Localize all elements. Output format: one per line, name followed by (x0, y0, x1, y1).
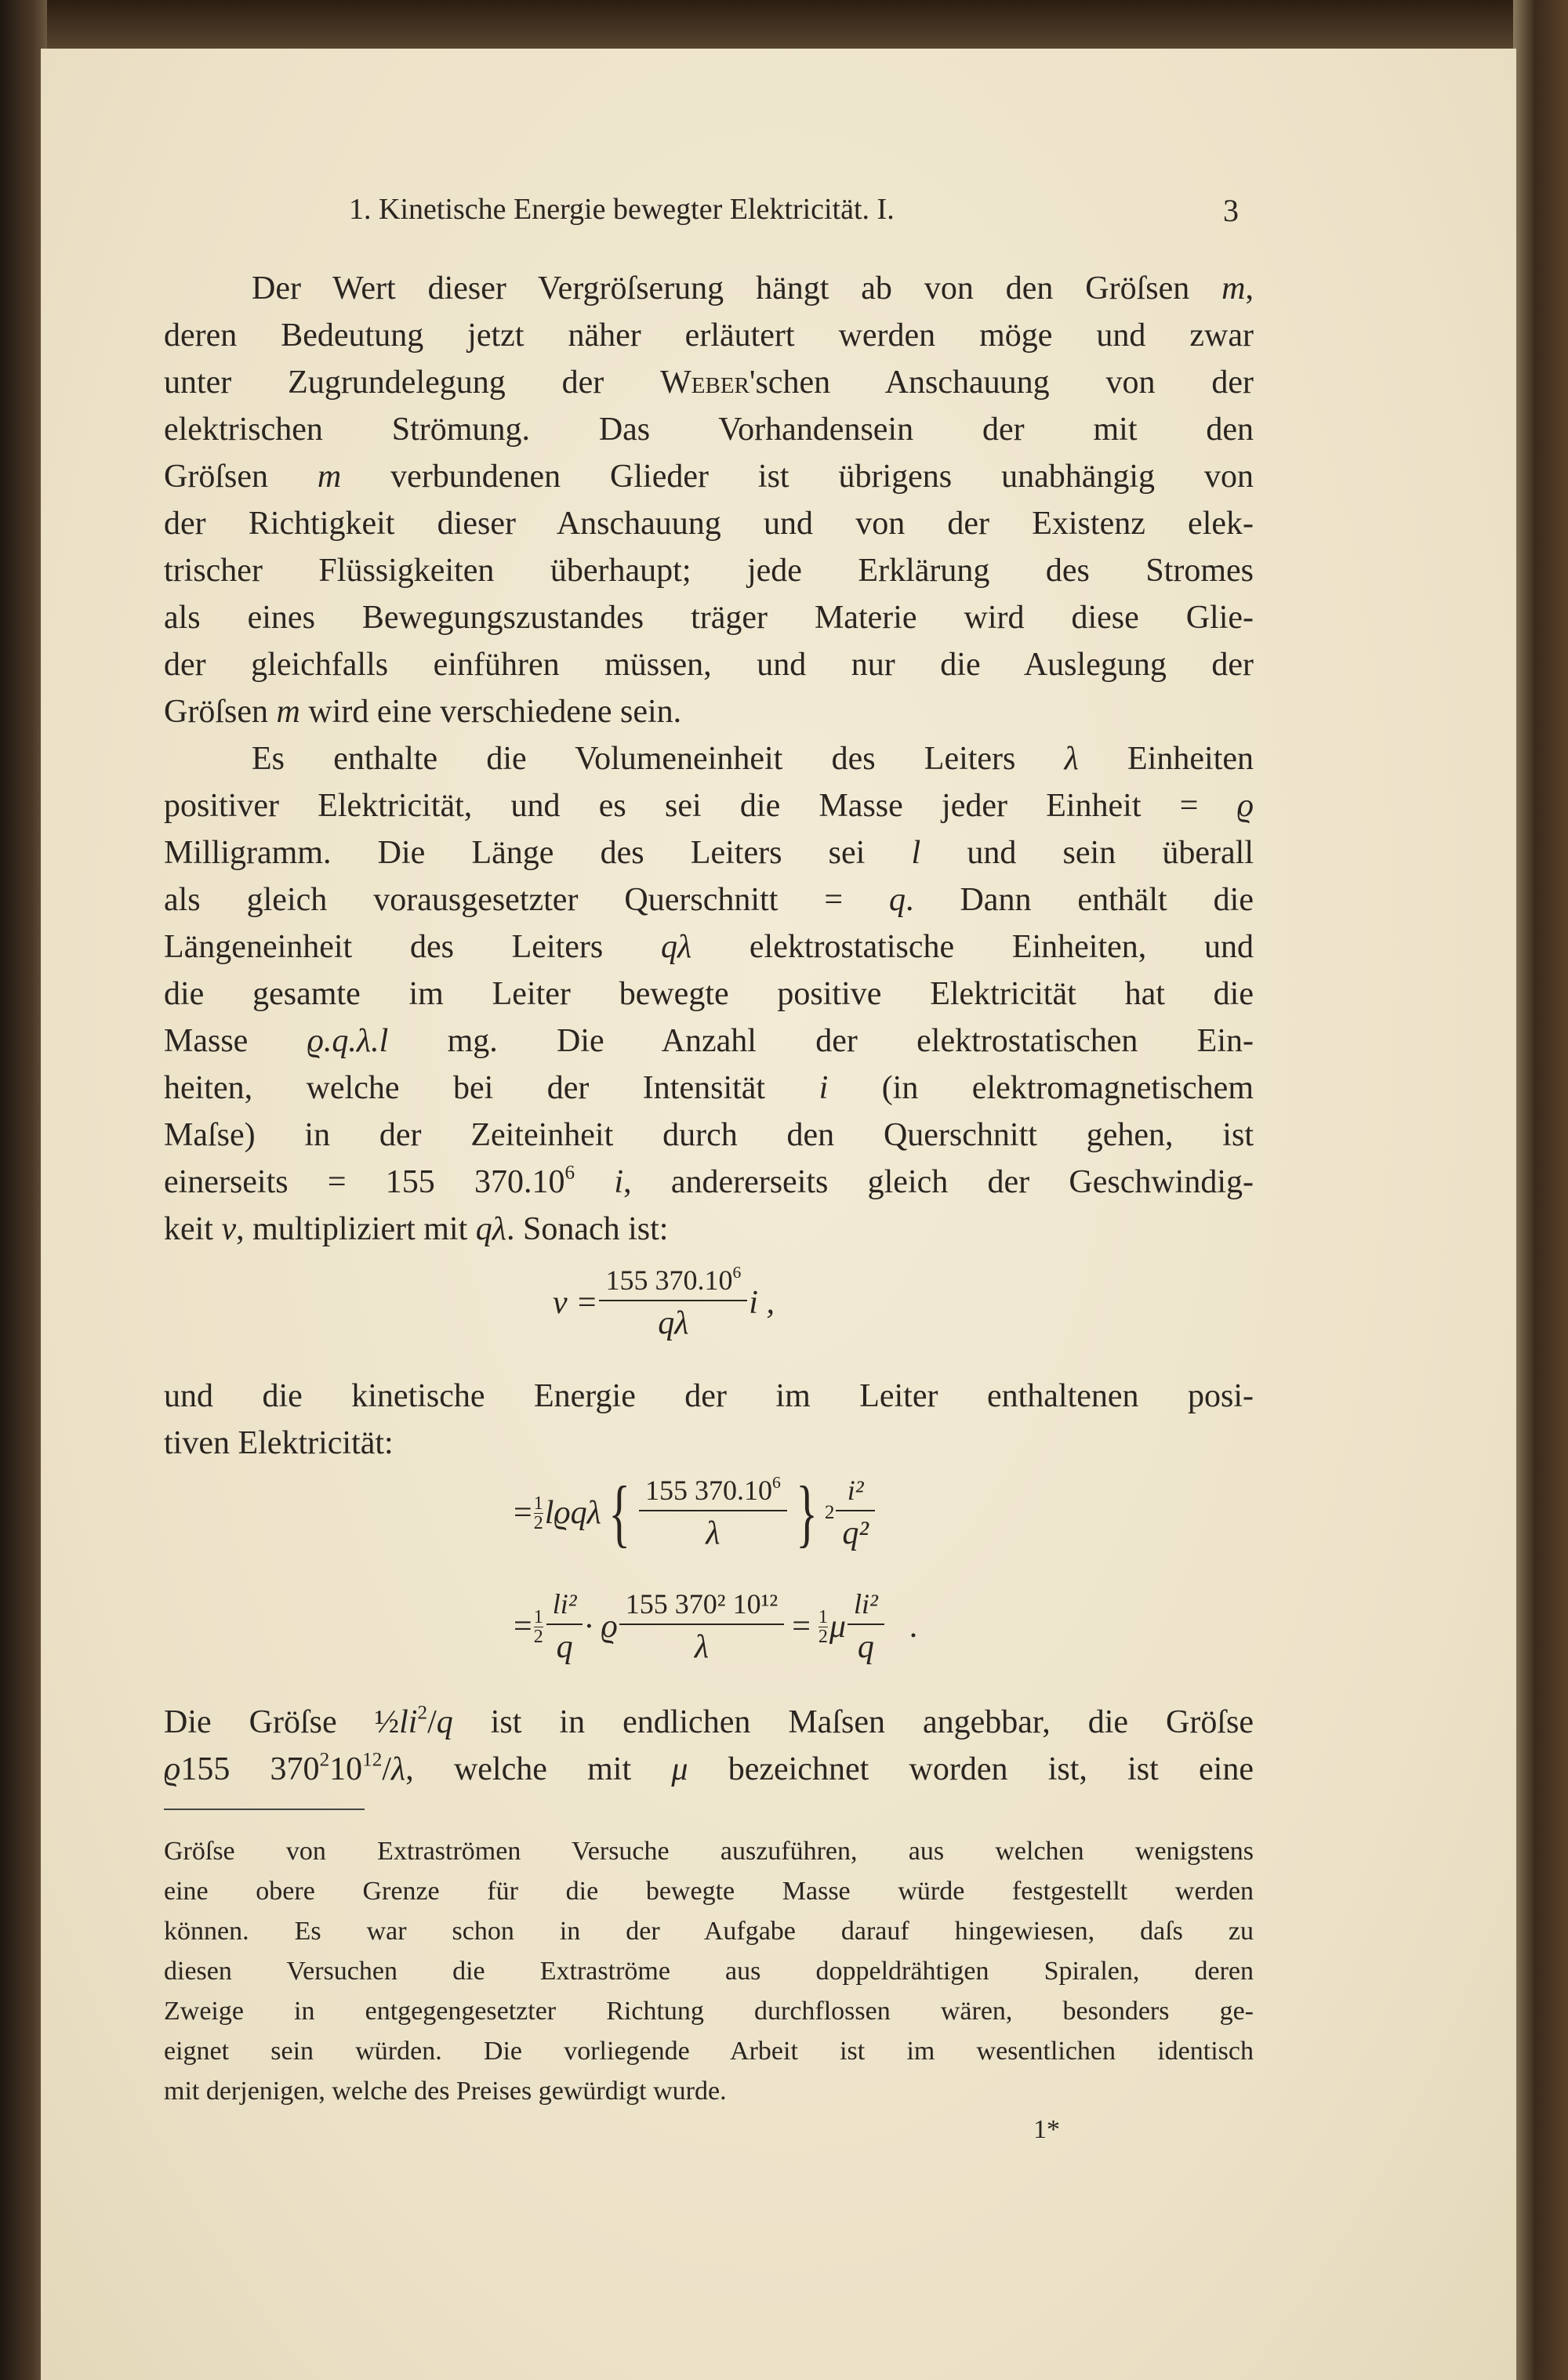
exponent: 6 (732, 1262, 742, 1282)
text-run: 'schen Anschauung von der (749, 365, 1254, 401)
text-run: Der Wert dieser Vergröſserung hängt ab von den Gröſsen (252, 270, 1222, 307)
text-line (164, 2071, 1254, 2111)
text-run: können. Es war schon in der Aufgabe darauf hingewiesen, daſs zu (164, 1917, 1254, 1946)
signature-mark: 1* (1033, 2115, 1060, 2144)
superscript: 6 (564, 1162, 575, 1184)
equation-energy-1: = $\frac{1}{2}$ lϱqλ { $\frac{155 370.10^6}{\lambda}$ } 2 $\frac{\text{i²}}{\text{q²}}$ (514, 1474, 877, 1552)
math-symbol: i (818, 1070, 829, 1106)
math-symbol: qλ (660, 929, 692, 965)
text-line (164, 406, 1254, 453)
numerator: li² (853, 1588, 878, 1620)
text-line (164, 594, 1254, 641)
text-run: , multipliziert mit (236, 1211, 476, 1247)
text-line (164, 547, 1254, 594)
text-run: diesen Versuchen die Extraströme aus doppeldrähtigen Spiralen, deren (164, 1957, 1254, 1986)
one-half-2 (818, 1608, 828, 1646)
superscript: 12 (362, 1749, 383, 1771)
superscript: 2 (417, 1702, 428, 1724)
math-symbol: q (889, 882, 906, 918)
text-run: und sein überall (920, 835, 1254, 871)
equation-velocity (553, 1264, 775, 1342)
text-line (164, 735, 1254, 782)
fraction-2 (839, 1474, 872, 1552)
text-run: Gröſsen (164, 694, 277, 730)
math-symbol: m (276, 694, 300, 730)
text-run: mit derjenigen, welche des Preises gewürdigt wurde. (164, 2077, 727, 2106)
equals-sign-2: = (792, 1609, 811, 1645)
denominator: λ (619, 1624, 784, 1666)
small-caps-name: Weber (660, 365, 750, 401)
text-run (575, 1164, 614, 1200)
text-run: Die Gröſse ½ (164, 1704, 400, 1740)
math-symbol: ϱ (164, 1751, 181, 1787)
half-den: 2 (818, 1626, 828, 1647)
denominator: λ (639, 1510, 787, 1552)
math-symbol: q (436, 1704, 453, 1740)
superscript: 2 (319, 1749, 330, 1771)
text-run: Gröſsen (164, 459, 318, 495)
text-line (164, 971, 1254, 1018)
text-run: unter Zugrundelegung der (164, 365, 661, 401)
text-line (164, 312, 1254, 359)
text-line (164, 1991, 1254, 2031)
text-line (164, 923, 1254, 971)
text-run: mg. Die Anzahl der elektrostatischen Ein- (388, 1023, 1254, 1059)
text-run: eignet sein würden. Die vorliegende Arbeit ist im wesentlichen identisch (164, 2037, 1254, 2066)
text-run: bezeichnet worden ist, ist eine (688, 1751, 1254, 1787)
text-run: verbundenen Glieder ist übrigens unabhängig von (341, 459, 1254, 495)
math-symbol: qλ (475, 1211, 506, 1247)
half-num: 1 (533, 1606, 543, 1627)
text-run: / (427, 1704, 437, 1740)
half-den: 2 (533, 1626, 543, 1647)
text-line (164, 1911, 1254, 1951)
text-run: elektrostatische Einheiten, und (691, 929, 1254, 965)
text-line (164, 1699, 1254, 1746)
text-run: einerseits = 155 370.10 (164, 1164, 565, 1200)
book-right-edge (1513, 0, 1568, 2380)
text-run: / (382, 1751, 392, 1787)
text-run: , andererseits gleich der Geschwindig- (623, 1164, 1254, 1200)
numerator: i² (847, 1475, 864, 1506)
math-symbol: m (317, 459, 342, 495)
text-line (164, 1420, 1254, 1467)
text-run: als eines Bewegungszustandes träger Materie wird diese Glie- (164, 600, 1254, 636)
denominator: qλ (599, 1300, 747, 1342)
text-line (164, 1018, 1254, 1065)
half-num: 1 (533, 1493, 543, 1514)
factor-rho: · ϱ (584, 1609, 618, 1645)
text-line (164, 1871, 1254, 1911)
math-symbol: λ (1064, 741, 1079, 777)
page-number: 3 (1223, 193, 1239, 228)
text-line (164, 1159, 1254, 1206)
math-symbol: m (1221, 270, 1246, 307)
text-run: elektrischen Strömung. Das Vorhandensein der mit den (164, 412, 1254, 448)
text-run: 155 370 (180, 1751, 320, 1787)
text-run: , (1245, 270, 1254, 307)
eq-tail: i , (749, 1285, 775, 1321)
text-run: Einheiten (1078, 741, 1254, 777)
text-run: wird eine verschiedene sein. (299, 694, 682, 730)
paragraph-1 (164, 265, 1254, 735)
exponent: 6 (771, 1472, 781, 1492)
text-run: Gröſse von Extraströmen Versuche auszuführen, aus welchen wenigstens (164, 1837, 1254, 1866)
text-run: positiver Elektricität, und es sei die Masse jeder Einheit = (164, 788, 1237, 824)
text-run: keit (164, 1211, 222, 1247)
fraction-3 (851, 1587, 881, 1666)
one-half (534, 1494, 543, 1533)
text-run: ist in endlichen Maſsen angebbar, die Gröſse (452, 1704, 1254, 1740)
text-line (164, 829, 1254, 876)
equals-sign: = (514, 1495, 532, 1531)
text-run: , welche mit (405, 1751, 672, 1787)
numerator: 155 370.10 (605, 1264, 733, 1296)
one-half (534, 1608, 543, 1646)
text-line (164, 453, 1254, 500)
text-line (164, 1065, 1254, 1112)
math-symbol: ϱ (1236, 788, 1254, 824)
paragraph-2 (164, 735, 1254, 1253)
fraction-2 (622, 1587, 781, 1666)
text-line (164, 1373, 1254, 1420)
text-line (164, 1206, 1254, 1253)
text-line (164, 782, 1254, 829)
numerator: 155 370.10 (644, 1475, 772, 1506)
text-run: und die kinetische Energie der im Leiter enthaltenen posi- (164, 1378, 1254, 1414)
text-line (164, 359, 1254, 406)
brace-open: { (608, 1471, 630, 1555)
text-line (164, 688, 1254, 735)
mu: μ (829, 1609, 846, 1645)
equation-energy-2 (514, 1587, 917, 1666)
footnote-rule (164, 1809, 365, 1810)
paragraph-4 (164, 1699, 1254, 1793)
text-run: deren Bedeutung jetzt näher erläutert werden möge und zwar (164, 317, 1254, 354)
text-run: der Richtigkeit dieser Anschauung und von der Existenz elek- (164, 506, 1254, 542)
numerator: 155 370² 10¹² (625, 1588, 779, 1620)
text-run: Längeneinheit des Leiters (164, 929, 661, 965)
brace-close: } (795, 1471, 818, 1555)
factor: lϱqλ (544, 1495, 601, 1531)
text-run: Maſse) in der Zeiteinheit durch den Querschnitt gehen, ist (164, 1117, 1254, 1153)
book-binding (0, 0, 47, 2380)
numerator: li² (552, 1588, 577, 1620)
text-line (164, 876, 1254, 923)
text-line (164, 1831, 1254, 1871)
book-top-edge (0, 0, 1568, 52)
math-symbol: ϱ.q.λ.l (307, 1023, 389, 1059)
text-line (164, 265, 1254, 312)
text-run: 10 (329, 1751, 363, 1787)
text-run: Milligramm. Die Länge des Leiters sei (164, 835, 912, 871)
text-run: Es enthalte die Volumeneinheit des Leiters (252, 741, 1065, 777)
text-run: heiten, welche bei der Intensität (164, 1070, 819, 1106)
text-run: die gesamte im Leiter bewegte positive Elektricität hat die (164, 976, 1254, 1012)
half-den: 2 (533, 1512, 543, 1533)
text-line (164, 1112, 1254, 1159)
eq-lhs: v = (553, 1285, 598, 1321)
text-run: trischer Flüssigkeiten überhaupt; jede Erklärung des Stromes (164, 553, 1254, 589)
text-run: Zweige in entgegengesetzter Richtung durchflossen wären, besonders ge- (164, 1997, 1254, 2026)
text-line (164, 1746, 1254, 1793)
fraction-1 (550, 1587, 580, 1666)
text-line (164, 1951, 1254, 1991)
text-run: als gleich vorausgesetzter Querschnitt = (164, 882, 889, 918)
text-run: . Sonach ist: (506, 1211, 669, 1247)
period: . (909, 1609, 918, 1645)
denominator: q (848, 1624, 884, 1666)
math-symbol: v (221, 1211, 237, 1247)
text-line (164, 500, 1254, 547)
text-run: eine obere Grenze für die bewegte Masse würde festgestellt werden (164, 1877, 1254, 1906)
math-symbol: l (911, 835, 921, 871)
math-symbol: i (614, 1164, 624, 1200)
text-run: tiven Elektricität: (164, 1425, 394, 1461)
paragraph-3 (164, 1373, 1254, 1467)
math-symbol: λ (391, 1751, 406, 1787)
text-run: Masse (164, 1023, 307, 1059)
denominator: q² (836, 1510, 875, 1552)
fraction (642, 1474, 784, 1552)
fraction (602, 1264, 744, 1342)
text-run: der gleichfalls einführen müssen, und nur die Auslegung der (164, 647, 1254, 683)
text-run: (in elektromagnetischem (828, 1070, 1254, 1106)
denominator: q (546, 1624, 583, 1666)
text-line (164, 2031, 1254, 2071)
math-symbol: μ (671, 1751, 688, 1787)
running-title: 1. Kinetische Energie bewegter Elektricität. I. (349, 193, 895, 226)
math-symbol: li (399, 1704, 418, 1740)
equals-sign: = (514, 1609, 532, 1645)
text-line (164, 641, 1254, 688)
text-run: . Dann enthält die (906, 882, 1254, 918)
half-num: 1 (818, 1606, 828, 1627)
footnote (164, 1831, 1254, 2111)
